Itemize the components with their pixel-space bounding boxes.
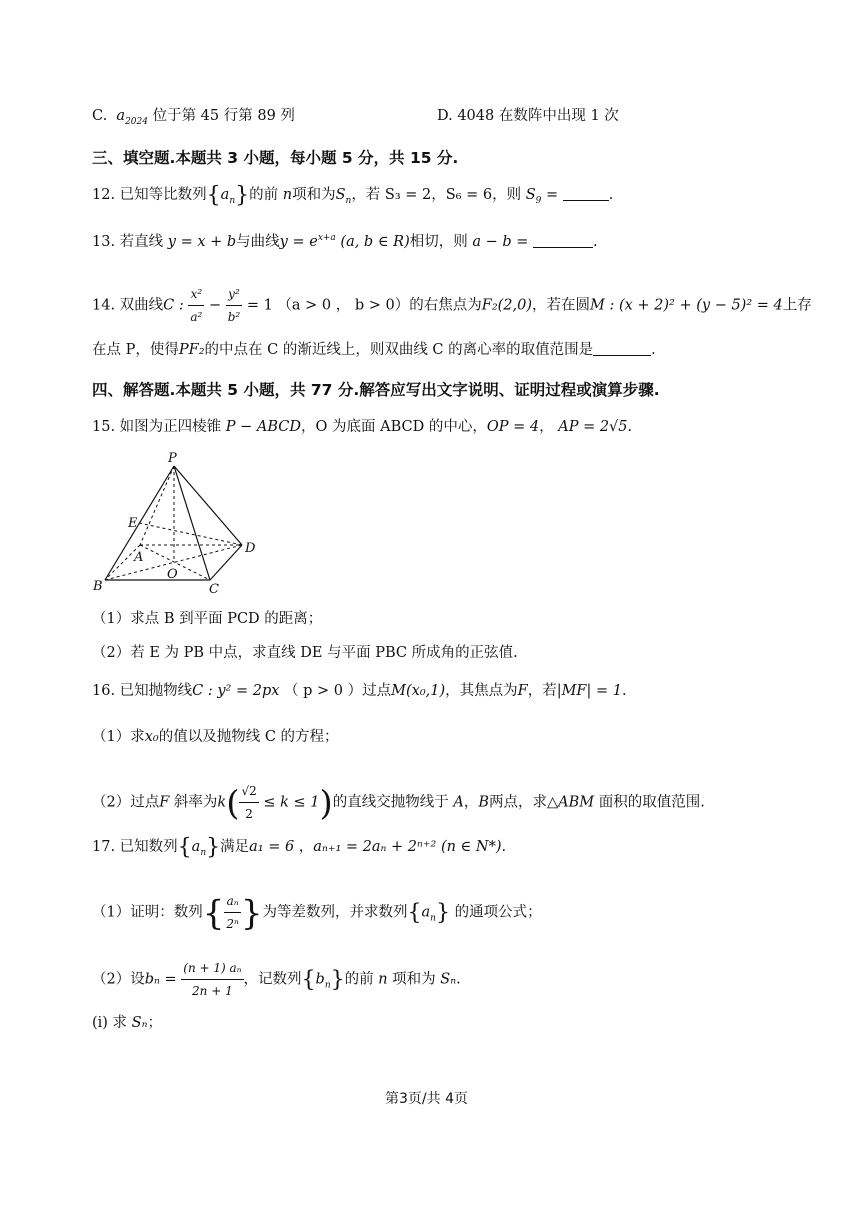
q17-1-seq-sub: n <box>430 913 436 924</box>
q13-curve-sup: x+a <box>317 233 336 243</box>
q14-cond: （a > 0 ， b > 0） <box>277 297 410 314</box>
q17-1-seq: a <box>421 904 431 921</box>
q14-focus: F₂(2,0) <box>481 297 533 314</box>
q12-cond: ，若 S₃ = 2，S₆ = 6，则 <box>351 187 526 203</box>
q12-mid2: 项和为 <box>292 187 336 203</box>
edge-cd <box>210 545 242 580</box>
q14-a2: a² <box>190 310 203 324</box>
q12-pre: 已知等比数列 <box>119 187 207 203</box>
section-4-title: 四、解答题.本题共 5 小题，共 77 分.解答应写出文字说明、证明过程或演算步骤. <box>92 381 660 399</box>
q14b-pre: 在点 P，使得 <box>92 342 179 358</box>
q14-num: 14. <box>92 297 116 314</box>
option-d <box>437 105 619 127</box>
option-c-text: 位于第 45 行第 89 列 <box>152 108 295 124</box>
q14-b2: b² <box>227 310 241 324</box>
question-12: 12. 已知等比数列$\{a_n\}$的前 n项和为$S_n$，若 S₃ = 2，S₆ = 6，则 $S_9$ = . <box>92 183 614 208</box>
q12-eq: = <box>541 187 563 203</box>
q14-frac-y <box>226 283 243 328</box>
edge-pc <box>174 466 210 580</box>
page-footer: 第3页/共 4页 <box>385 1091 468 1107</box>
q16-mid3: ，若 <box>527 683 557 699</box>
q16-2-tri: △ABM <box>547 794 595 811</box>
q13-num: 13. <box>92 233 116 250</box>
q16-mf: |MF| = 1 <box>556 683 622 699</box>
section-3-title: 三、填空题.本题共 3 小题，每小题 5 分，共 15 分. <box>92 149 459 167</box>
q13-line: y = x + b <box>167 233 237 250</box>
q15-part2: （2）若 E 为 PB 中点，求直线 DE 与平面 PBC 所成角的正弦值. <box>92 645 518 661</box>
q16-2-pre: （2）过点 <box>92 794 160 811</box>
label-p: P <box>168 451 177 466</box>
q17-2-mid3: 项和为 <box>392 971 436 988</box>
q17-2-bn: bₙ = <box>144 971 177 988</box>
q15-end: . <box>627 419 633 435</box>
q12-num: 12. <box>92 187 116 203</box>
q16-mid: 过点 <box>362 683 392 699</box>
q17-1-end: 的通项公式； <box>454 904 542 921</box>
q12-s9: S <box>525 187 536 203</box>
q16-2-end: 面积的取值范围. <box>598 794 705 811</box>
q15-num: 15. <box>92 419 116 435</box>
q16-2-b: B <box>478 794 490 811</box>
q17-rec: aₙ₊₁ = 2aₙ + 2ⁿ⁺² (n ∈ N*) <box>313 839 502 855</box>
q16-cond: （ p > 0 ） <box>284 683 363 699</box>
q16-para: C : y² = 2px <box>192 683 280 699</box>
q13-cond: (a, b ∈ R) <box>340 233 410 250</box>
q14-minus: − <box>208 297 222 314</box>
q17-part2-i <box>92 1012 162 1034</box>
q12-s-sub: n <box>345 195 352 206</box>
q17-2-mid: ，记数列 <box>243 971 302 988</box>
q14-eq1: = 1 <box>246 297 273 314</box>
q17-2-s: Sₙ <box>440 971 457 988</box>
q17-1-an: aₙ <box>224 890 241 913</box>
q17-end: . <box>501 839 507 855</box>
q12-seq-sub: n <box>229 195 236 206</box>
q14b-end: . <box>651 342 656 358</box>
q16-2-frac <box>239 780 258 825</box>
answer-blank[interactable] <box>593 341 651 356</box>
option-c-expr: a <box>116 108 126 124</box>
q16-2-f: F <box>159 794 170 811</box>
q13-mid: 与曲线 <box>236 233 280 250</box>
q17-2-seq-sub: n <box>324 980 331 991</box>
label-a: A <box>134 550 144 565</box>
question-14 <box>92 283 812 328</box>
option-d-label: D. <box>437 108 453 124</box>
q17-num: 17. <box>92 839 116 855</box>
label-o: O <box>167 567 178 582</box>
q16-2-cond: ≤ k ≤ 1 <box>263 794 320 811</box>
pyramid-figure <box>88 448 268 598</box>
answer-blank[interactable] <box>533 233 593 248</box>
q16-2-sep: ， <box>463 794 479 811</box>
q16-1-x0: x₀ <box>144 729 159 745</box>
q14-mid: 的右焦点为 <box>409 297 482 314</box>
question-15 <box>92 416 632 438</box>
q17-1-mid: 为等差数列，并求数列 <box>262 904 408 921</box>
edge-pa <box>140 466 174 545</box>
q14-y2: y² <box>226 283 243 306</box>
q16-2-mid2: 的直线交抛物线于 <box>332 794 449 811</box>
q12-n: n <box>282 187 293 203</box>
q12-s: S <box>335 187 346 203</box>
q15-pyr: P − ABCD <box>225 419 302 435</box>
question-17: 17. 已知数列$\{a_n\}$满足a₁ = 6 ，aₙ₊₁ = 2aₙ + 2ⁿ⁺² (n ∈ N*). <box>92 835 507 860</box>
q17-2-end: . <box>456 971 461 988</box>
q17-2-mid2: 的前 <box>344 971 374 988</box>
q17-seq-sub: n <box>200 847 207 858</box>
q16-part1 <box>92 726 339 748</box>
q17-2-num: (n + 1) aₙ <box>181 957 243 980</box>
q17-1-twon: 2ⁿ <box>226 917 239 931</box>
q13-expr: a − b = <box>472 233 529 250</box>
q16-m: M(x₀,1) <box>391 683 446 699</box>
q16-2-mid: 斜率为 <box>173 794 218 811</box>
q14-end: 上存 <box>782 297 812 314</box>
q13-curve: y = e <box>279 233 318 250</box>
q17-2-n: n <box>378 971 388 988</box>
q16-part2: （2）过点F 斜率为k( $\frac{√2}{2}$ ≤ k ≤ 1)的直线交抛物线于 A，B两点，求△ABM 面积的取值范围. <box>92 780 705 825</box>
label-b: B <box>93 579 103 594</box>
q16-num: 16. <box>92 683 116 699</box>
q15-part1: （1）求点 B 到平面 PCD 的距离； <box>92 611 323 627</box>
q13-end: . <box>593 233 598 250</box>
q17-sep: ， <box>298 839 314 855</box>
q14b-mid: 的中点在 C 的渐近线上，则双曲线 C 的离心率的取值范围是 <box>204 342 594 358</box>
q16-mid2: ，其焦点为 <box>445 683 518 699</box>
q17-pre: 已知数列 <box>119 839 178 855</box>
q17-2-seq: b <box>315 971 325 988</box>
label-c: C <box>209 582 219 597</box>
q13-mid2: 相切，则 <box>409 233 468 250</box>
q17-2i-end: ； <box>147 1015 162 1031</box>
q14-frac-x <box>188 283 204 328</box>
q15-op: OP = 4 <box>486 419 540 435</box>
option-c <box>92 105 295 133</box>
q17-1-frac <box>224 890 241 935</box>
q16-2-k: k <box>217 794 227 811</box>
q17-2-pre: （2）设 <box>92 971 145 988</box>
answer-blank[interactable] <box>563 186 609 201</box>
question-14-cont <box>92 339 656 361</box>
q14-mid2: ，若在圆 <box>532 297 591 314</box>
q15-pre: 如图为正四棱锥 <box>119 419 222 435</box>
q14-c: C : <box>163 297 184 314</box>
label-d: D <box>245 541 256 556</box>
q17-2-den: 2n + 1 <box>192 984 233 998</box>
q15-ap: AP = 2√5 <box>558 419 628 435</box>
q14b-pf: PF₂ <box>178 342 205 358</box>
q16-2-sqrt: √2 <box>239 780 258 803</box>
q16-2-mid3: 两点，求 <box>489 794 548 811</box>
question-13 <box>92 227 598 253</box>
q13-pre: 若直线 <box>119 233 164 250</box>
q14-pre: 双曲线 <box>119 297 164 314</box>
q14-x2: x² <box>188 283 204 306</box>
q17-2i-pre: (i) 求 <box>92 1015 128 1031</box>
q12-mid: 的前 <box>249 187 279 203</box>
edge-pd <box>174 466 242 545</box>
q17-1-pre: （1）证明：数列 <box>92 904 203 921</box>
q16-pre: 已知抛物线 <box>119 683 193 699</box>
q17-2i-s: Sₙ <box>131 1015 148 1031</box>
q17-a1: a₁ = 6 <box>249 839 295 855</box>
q12-s9-sub: 9 <box>535 195 542 206</box>
q17-seq: a <box>191 839 201 855</box>
option-c-label: C. <box>92 108 108 124</box>
q16-f: F <box>517 683 528 699</box>
q16-1-pre: （1）求 <box>92 729 145 745</box>
q17-mid: 满足 <box>220 839 250 855</box>
question-16 <box>92 680 627 702</box>
q17-part2: （2）设bₙ = $\frac{\text{(n + 1) aₙ}}{2n + 1}$ ，记数列$\{b_n\}$的前 n 项和为 Sₙ. <box>92 957 461 1002</box>
q12-end: . <box>608 187 614 203</box>
q16-2-two: 2 <box>245 807 253 821</box>
q17-2-frac <box>181 957 243 1002</box>
q16-end: . <box>621 683 627 699</box>
option-c-sub: 2024 <box>125 116 148 127</box>
label-e: E <box>128 516 138 531</box>
q16-1-end: 的值以及抛物线 C 的方程； <box>158 729 339 745</box>
q16-2-a: A <box>453 794 464 811</box>
q15-mid: ，O 为底面 ABCD 的中心， <box>301 419 487 435</box>
option-d-text: 4048 在数阵中出现 1 次 <box>457 108 619 124</box>
q14-circle: M : (x + 2)² + (y − 5)² = 4 <box>590 297 783 314</box>
q17-part1: （1）证明：数列{ $\frac{\text{aₙ}}{\text{2ⁿ}}$ }为等差数列，并求数列$\{a_n\}$ 的通项公式； <box>92 890 542 935</box>
q15-sep: ， <box>539 419 554 435</box>
q12-seq: a <box>220 187 230 203</box>
